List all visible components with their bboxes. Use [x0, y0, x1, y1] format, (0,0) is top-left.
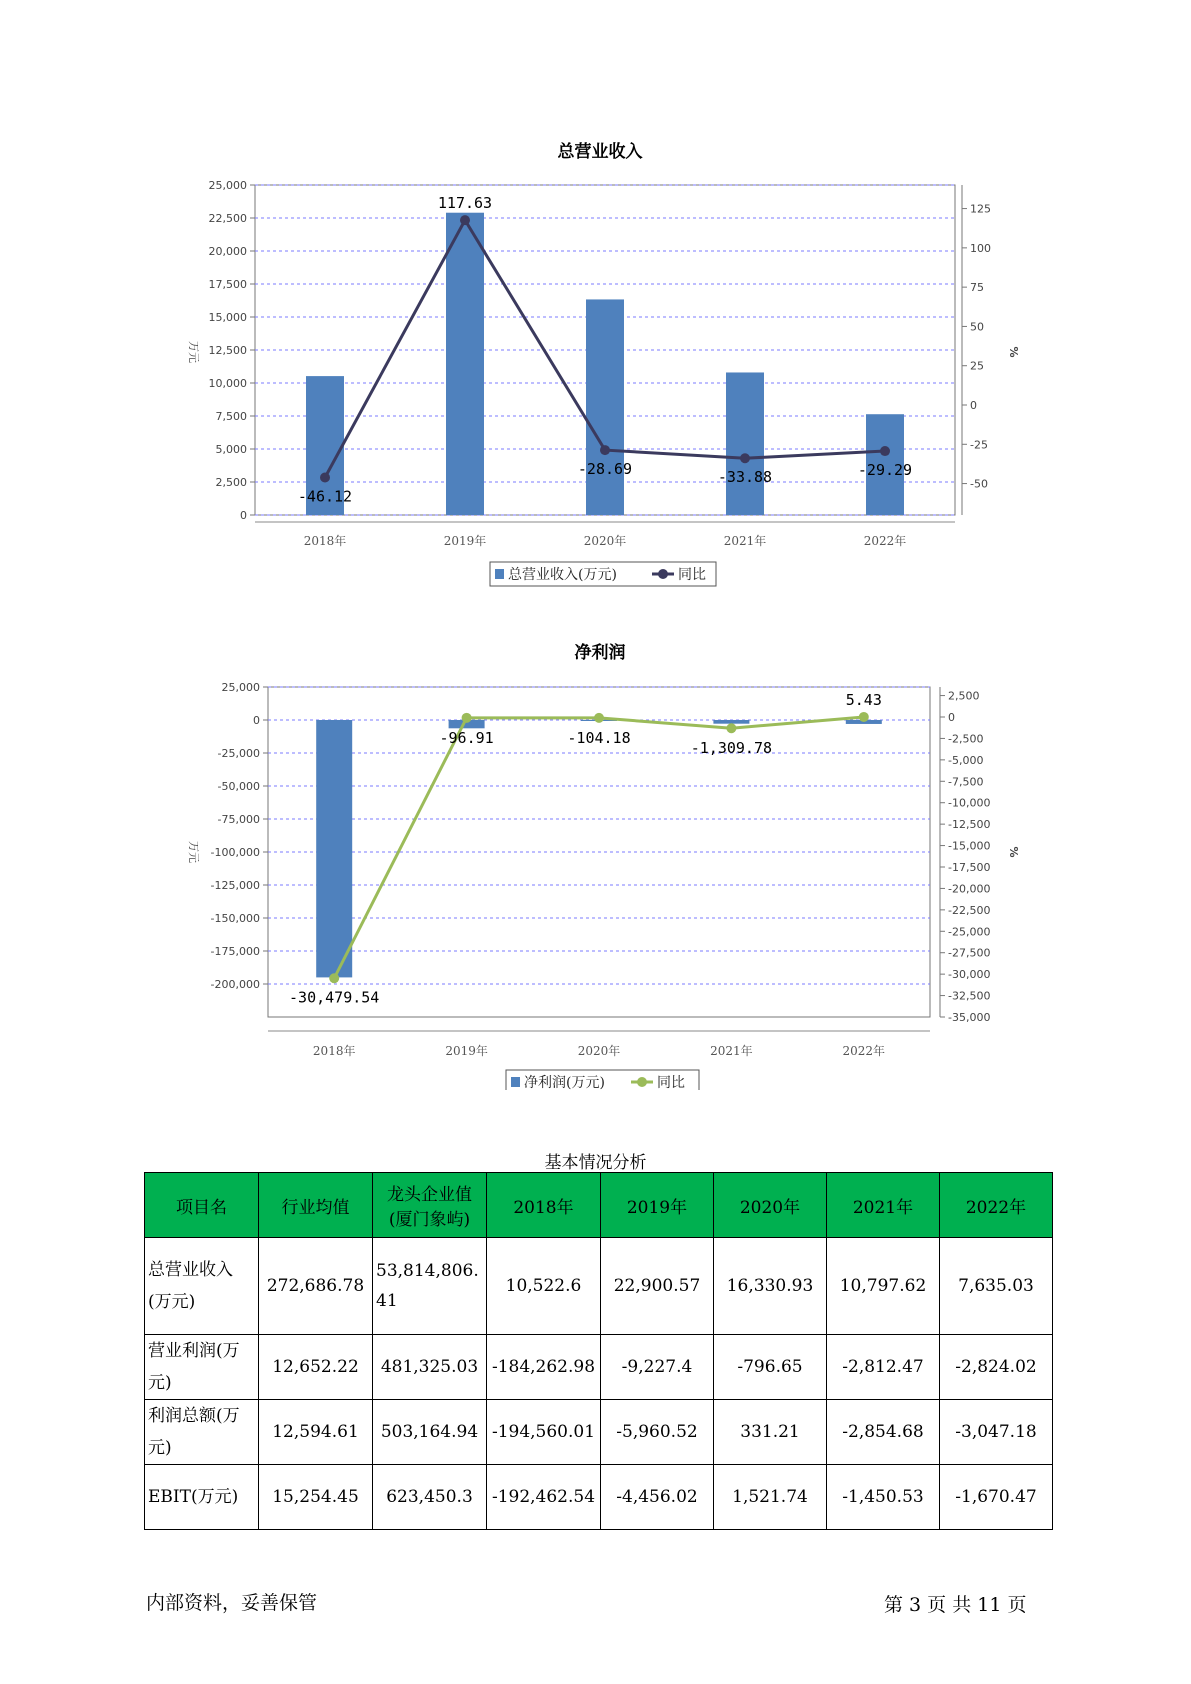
- y-tick-label: 17,500: [208, 278, 247, 291]
- header-cell: 项目名: [145, 1173, 259, 1238]
- y2-tick-label: -25,000: [948, 925, 991, 939]
- row-name: 总营业收入(万元): [145, 1238, 259, 1335]
- y2-tick-label: 0: [948, 711, 955, 724]
- table-cell: 272,686.78: [259, 1238, 373, 1335]
- table-cell: -1,450.53: [827, 1465, 940, 1530]
- net-profit-chart-svg: [0, 630, 1191, 1090]
- x-tick-label: 2022年: [863, 534, 907, 548]
- bar: [726, 372, 764, 515]
- legend-line-label: 同比: [678, 567, 706, 583]
- yoy-point: [320, 472, 330, 482]
- x-tick-label: 2018年: [303, 534, 347, 548]
- yoy-data-label: -29.29: [857, 461, 913, 480]
- y2-tick-label: -10,000: [948, 796, 991, 810]
- y2-tick-label: 0: [970, 399, 977, 412]
- table-cell: 15,254.45: [259, 1465, 373, 1530]
- table-cell: -4,456.02: [601, 1465, 714, 1530]
- y-tick-label: 20,000: [208, 245, 247, 258]
- header-cell: 行业均值: [259, 1173, 373, 1238]
- row-name: 营业利润(万元): [145, 1335, 259, 1400]
- yoy-data-label: -28.69: [577, 460, 633, 479]
- y-tick-label: 22,500: [208, 212, 247, 225]
- yoy-point: [740, 453, 750, 463]
- page-number: 第 3 页 共 11 页: [884, 1594, 1027, 1616]
- y-axis-label: 万元: [187, 341, 200, 363]
- y2-tick-label: -22,500: [948, 903, 991, 917]
- row-name: EBIT(万元): [145, 1465, 259, 1530]
- y-tick-label: 2,500: [215, 476, 247, 489]
- revenue-chart: [0, 130, 1191, 600]
- legend-bar-label: 总营业收入(万元): [508, 567, 617, 583]
- y-tick-label: -175,000: [210, 945, 260, 958]
- y-tick-label: 0: [240, 509, 247, 522]
- table-cell: -796.65: [714, 1335, 827, 1400]
- table-header-row: [145, 1173, 1053, 1238]
- table-title: 基本情况分析: [544, 1153, 647, 1173]
- x-tick-label: 2021年: [710, 1044, 753, 1058]
- y2-tick-label: -27,500: [948, 946, 991, 960]
- table-cell: -9,227.4: [601, 1335, 714, 1400]
- y-tick-label: 0: [253, 714, 260, 727]
- table-cell: -1,670.47: [940, 1465, 1053, 1530]
- y-tick-label: 15,000: [208, 311, 247, 324]
- yoy-data-label: -30,479.54: [289, 988, 380, 1007]
- yoy-point: [880, 446, 890, 456]
- table-cell: 12,652.22: [259, 1335, 373, 1400]
- y-tick-label: 10,000: [208, 377, 247, 390]
- yoy-data-label: -1,309.78: [690, 739, 773, 758]
- y2-axis-label: %: [1007, 346, 1020, 358]
- y2-tick-label: -20,000: [948, 882, 991, 896]
- bar: [446, 213, 484, 515]
- legend-bar-swatch: [495, 569, 504, 579]
- table-cell: 10,522.6: [487, 1238, 601, 1335]
- table-cell: -192,462.54: [487, 1465, 601, 1530]
- y2-tick-label: -12,500: [948, 818, 991, 832]
- revenue-chart-svg: [0, 130, 1191, 600]
- legend-line-label: 同比: [657, 1075, 685, 1090]
- table-row: [145, 1400, 1053, 1465]
- legend-line-marker: [637, 1077, 647, 1087]
- table-cell: 22,900.57: [601, 1238, 714, 1335]
- y-tick-label: -150,000: [210, 912, 260, 925]
- table-cell: 503,164.94: [373, 1400, 487, 1465]
- y-tick-label: -25,000: [217, 747, 260, 760]
- table-cell: 331.21: [714, 1400, 827, 1465]
- table-cell: 10,797.62: [827, 1238, 940, 1335]
- yoy-point: [460, 215, 470, 225]
- yoy-data-label: -104.18: [567, 728, 631, 747]
- y2-tick-label: -30,000: [948, 968, 991, 982]
- header-cell: 2019年: [601, 1173, 714, 1238]
- y2-tick-label: -17,500: [948, 861, 991, 874]
- table-cell: 53,814,806.41: [373, 1238, 487, 1335]
- y2-tick-label: 25: [970, 359, 984, 373]
- y2-tick-label: 50: [970, 320, 984, 334]
- x-tick-label: 2018年: [312, 1044, 356, 1058]
- y-axis-label: 万元: [187, 841, 200, 863]
- yoy-point: [594, 713, 604, 723]
- yoy-data-label: -46.12: [297, 487, 353, 506]
- net-profit-chart: [0, 630, 1191, 1090]
- y2-tick-label: -7,500: [948, 775, 984, 789]
- y2-tick-label: -32,500: [948, 989, 991, 1003]
- x-tick-label: 2019年: [445, 1044, 488, 1058]
- yoy-line: [334, 717, 864, 978]
- y-tick-label: -50,000: [217, 780, 260, 793]
- table-cell: 623,450.3: [373, 1465, 487, 1530]
- table-cell: -2,812.47: [827, 1335, 940, 1400]
- y2-tick-label: -50: [970, 477, 988, 491]
- row-name: 利润总额(万元): [145, 1400, 259, 1465]
- y-tick-label: 5,000: [215, 443, 247, 456]
- chart-title: 总营业收入: [557, 142, 643, 162]
- table-cell: -184,262.98: [487, 1335, 601, 1400]
- x-tick-label: 2020年: [577, 1044, 621, 1058]
- x-tick-label: 2022年: [842, 1044, 886, 1058]
- table-cell: -194,560.01: [487, 1400, 601, 1465]
- table-cell: -2,824.02: [940, 1335, 1053, 1400]
- y2-tick-label: -2,500: [948, 732, 984, 746]
- header-cell: 龙头企业值(厦门象屿): [373, 1173, 487, 1238]
- y-tick-label: -200,000: [210, 978, 260, 991]
- y2-tick-label: -35,000: [948, 1011, 991, 1024]
- analysis-table: [144, 1172, 1053, 1530]
- yoy-data-label: 5.43: [845, 690, 882, 709]
- y-tick-label: 25,000: [221, 681, 260, 694]
- legend-line-marker: [658, 569, 668, 579]
- table-cell: 12,594.61: [259, 1400, 373, 1465]
- table-cell: -3,047.18: [940, 1400, 1053, 1465]
- table-cell: 1,521.74: [714, 1465, 827, 1530]
- chart-title: 净利润: [574, 643, 626, 663]
- table-cell: 7,635.03: [940, 1238, 1053, 1335]
- table-cell: -2,854.68: [827, 1400, 940, 1465]
- bar: [586, 299, 624, 515]
- bar: [316, 720, 352, 977]
- bar: [713, 720, 749, 724]
- yoy-data-label: -96.91: [439, 728, 494, 747]
- y-tick-label: 12,500: [208, 344, 247, 357]
- yoy-data-label: -33.88: [717, 468, 773, 487]
- yoy-data-label: 117.63: [437, 194, 493, 213]
- y2-tick-label: -5,000: [948, 753, 984, 767]
- yoy-point: [462, 713, 472, 723]
- table-row: [145, 1335, 1053, 1400]
- header-cell: 2020年: [714, 1173, 827, 1238]
- y2-tick-label: 100: [970, 241, 991, 255]
- y2-tick-label: 125: [970, 202, 991, 216]
- y-tick-label: 7,500: [215, 410, 247, 423]
- table-row: [145, 1238, 1053, 1335]
- legend-bar-swatch: [511, 1077, 520, 1087]
- yoy-point: [329, 973, 339, 983]
- y-tick-label: 25,000: [208, 179, 247, 192]
- table-cell: -5,960.52: [601, 1400, 714, 1465]
- y2-tick-label: 2,500: [948, 689, 980, 703]
- yoy-point: [726, 723, 736, 733]
- table-cell: 16,330.93: [714, 1238, 827, 1335]
- table-row: [145, 1465, 1053, 1530]
- yoy-point: [859, 712, 869, 722]
- legend-bar-label: 净利润(万元): [524, 1075, 605, 1090]
- y-tick-label: -75,000: [217, 813, 260, 826]
- yoy-point: [600, 445, 610, 455]
- y-tick-label: -100,000: [210, 846, 260, 859]
- y2-tick-label: 75: [970, 281, 984, 295]
- y2-axis-label: %: [1007, 846, 1020, 858]
- y2-tick-label: -15,000: [948, 839, 991, 853]
- confidential-note: 内部资料，妥善保管: [146, 1592, 318, 1614]
- header-cell: 2021年: [827, 1173, 940, 1238]
- x-tick-label: 2021年: [723, 534, 767, 548]
- table-cell: 481,325.03: [373, 1335, 487, 1400]
- header-cell: 2018年: [487, 1173, 601, 1238]
- y-tick-label: -125,000: [210, 879, 260, 892]
- x-tick-label: 2020年: [583, 534, 627, 548]
- header-cell: 2022年: [940, 1173, 1053, 1238]
- y2-tick-label: -25: [970, 438, 988, 452]
- x-tick-label: 2019年: [443, 534, 487, 548]
